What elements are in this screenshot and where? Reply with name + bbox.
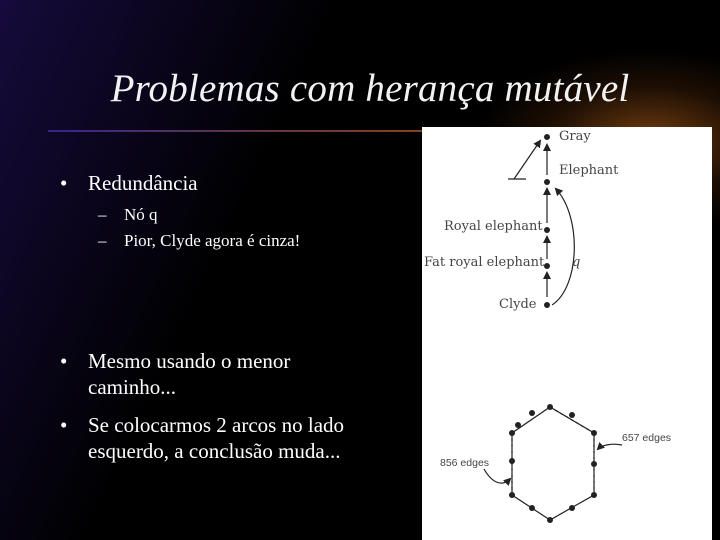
bullet-marker: •: [60, 349, 68, 373]
node-elephant: [544, 179, 550, 185]
label-elephant: Elephant: [559, 163, 619, 178]
label-657-edges: 657 edges: [622, 432, 672, 444]
inheritance-diagram: [422, 127, 712, 540]
dash-marker: –: [98, 205, 107, 224]
label-clyde: Clyde: [499, 297, 537, 312]
label-856-edges: 856 edges: [440, 457, 490, 469]
edge-q: [552, 189, 574, 305]
hexagon-graph: [484, 407, 622, 520]
slide-title: Problemas com herança mutável: [110, 67, 630, 110]
edge-left-to-gray: [514, 141, 540, 179]
inheritance-diagram-figure: [422, 127, 712, 540]
sub-bullet-clyde-cinza: [98, 230, 300, 252]
node-gray: [544, 134, 550, 140]
bullet-redundancia: [60, 170, 428, 196]
bullet-marker: •: [60, 413, 68, 437]
node-royal-elephant: [544, 227, 550, 233]
label-q: q: [572, 255, 581, 270]
label-fat-royal-elephant: Fat royal elephant: [424, 255, 545, 270]
sub-bullet-text: Pior, Clyde agora é cinza!: [124, 231, 301, 250]
node-clyde: [544, 302, 550, 308]
bullet-text: Redundância: [88, 171, 198, 195]
bullet-marker: •: [60, 171, 68, 195]
bullet-menor-caminho: [60, 348, 380, 400]
dash-marker: –: [98, 231, 107, 250]
label-royal-elephant: Royal elephant: [444, 219, 543, 234]
bullet-dois-arcos: [60, 412, 380, 464]
sub-bullet-text: Nó q: [124, 205, 158, 224]
bullet-text: Mesmo usando o menor caminho...: [88, 349, 291, 399]
bullet-text: Se colocarmos 2 arcos no lado esquerdo, a conclusão muda...: [88, 413, 345, 463]
node-fat-royal-elephant: [544, 263, 550, 269]
label-gray: Gray: [559, 129, 591, 144]
sub-bullet-no-q: [98, 204, 158, 226]
